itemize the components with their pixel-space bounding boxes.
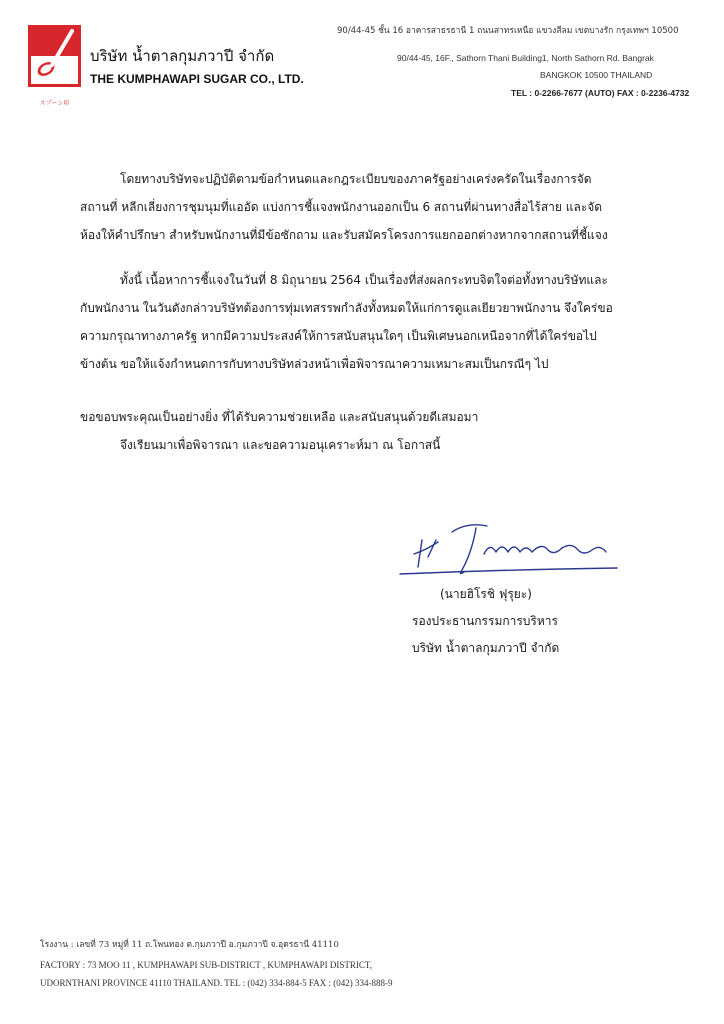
signatory-name: (นายฮิโรชิ ฟุรุยะ) (440, 587, 532, 601)
thanks-line: ขอขอบพระคุณเป็นอย่างยิ่ง ที่ได้รับความช่วยเหลือ และสนับสนุนด้วยดีเสมอมา (80, 410, 479, 424)
paragraph-1-line: โดยทางบริษัทจะปฏิบัติตามข้อกำหนดและกฎระเบียบของภาครัฐอย่างเคร่งครัดในเรื่องการจัด (120, 172, 592, 186)
paragraph-2-line: ข้างต้น ขอให้แจ้งกำหนดการกับทางบริษัทล่วงหน้าเพื่อพิจารณาความเหมาะสมเป็นกรณีๆ ไป (80, 357, 549, 371)
signature-icon (392, 512, 622, 582)
footer-factory-english-1: FACTORY : 73 MOO 11 , KUMPHAWAPI SUB-DISTRICT , KUMPHAWAPI DISTRICT, (40, 960, 373, 970)
paragraph-4 (80, 431, 680, 459)
paragraph-2-line: ทั้งนี้ เนื้อหาการชี้แจงในวันที่ 8 มิถุนายน 2564 เป็นเรื่องที่ส่งผลกระทบจิตใจต่อทั้งทางบริษัทและ (120, 273, 608, 287)
signatory-company: บริษัท น้ำตาลกุมภวาปี จำกัด (412, 641, 560, 655)
paragraph-1 (80, 165, 680, 249)
paragraph-3 (80, 403, 680, 431)
company-name-thai: บริษัท น้ำตาลกุมภวาปี จำกัด (90, 47, 275, 65)
company-logo (28, 25, 81, 107)
address-english-line2: BANGKOK 10500 THAILAND (540, 70, 653, 80)
handwritten-signature (392, 512, 622, 582)
footer-factory-english-2: UDORNTHANI PROVINCE 41110 THAILAND. TEL : (042) 334-884-5 FAX : (042) 334-888-9 (40, 978, 393, 988)
paragraph-2-line: กับพนักงาน ในวันดังกล่าวบริษัทต้องการทุ่มเทสรรพกำลังทั้งหมดให้แก่การดูแลเยียวยาพนักงาน จึงใคร่ขอ (80, 301, 613, 315)
footer-factory-thai: โรงงาน : เลขที่ 73 หมู่ที่ 11 ถ.โพนทอง ต.กุมภวาปี อ.กุมภวาปี จ.อุดรธานี 41110 (40, 940, 339, 950)
paragraph-2 (80, 266, 680, 378)
paragraph-1-line: สถานที่ หลีกเลี่ยงการชุมนุมที่แออัด แบ่งการชี้แจงพนักงานออกเป็น 6 สถานที่ผ่านทางสื่อไร้สาย และจัด (80, 200, 603, 214)
paragraph-2-line: ความกรุณาทางภาครัฐ หากมีความประสงค์ให้การสนับสนุนใดๆ เป็นพิเศษนอกเหนือจากที่ได้ใคร่ขอไป (80, 329, 597, 343)
spoon-logo-icon (28, 25, 81, 97)
company-name-english: THE KUMPHAWAPI SUGAR CO., LTD. (90, 72, 304, 86)
signatory-position: รองประธานกรรมการบริหาร (412, 614, 558, 628)
logo-caption: スプーン印 (39, 100, 70, 107)
address-english-line1: 90/44-45, 16F., Sathorn Thani Building1, North Sathorn Rd. Bangrak (397, 53, 654, 63)
paragraph-1-line: ห้องให้คำปรึกษา สำหรับพนักงานที่มีข้อซักถาม และรับสมัครโครงการแยกออกต่างหากจากสถานที่ชี้แจง (80, 228, 608, 242)
contact-numbers: TEL : 0-2266-7677 (AUTO) FAX : 0-2236-4732 (511, 88, 690, 98)
closing-line: จึงเรียนมาเพื่อพิจารณา และขอความอนุเคราะห์มา ณ โอกาสนี้ (120, 438, 441, 452)
address-thai: 90/44-45 ชั้น 16 อาคารสาธรธานี 1 ถนนสาทรเหนือ แขวงสีลม เขตบางรัก กรุงเทพฯ 10500 (337, 26, 679, 36)
